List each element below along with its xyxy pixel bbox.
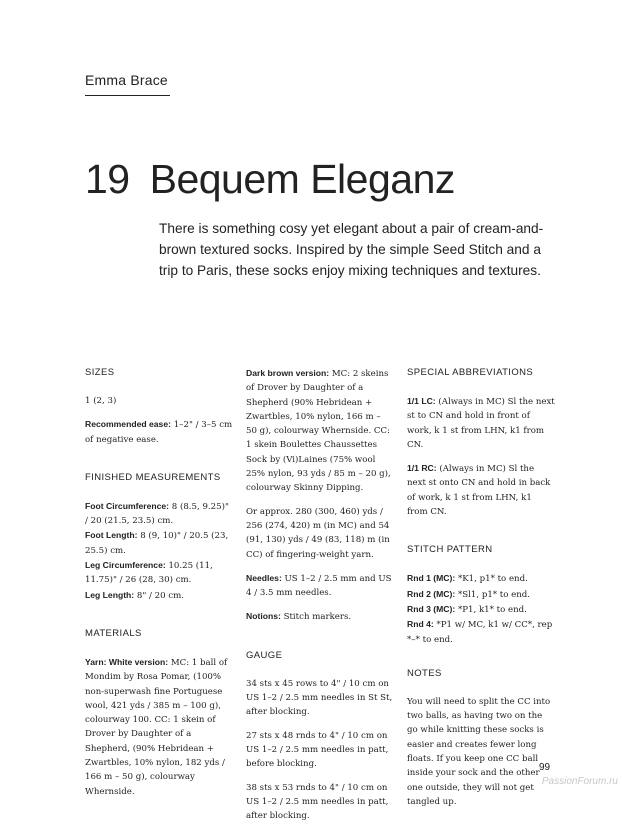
leg-circumference: Leg Circumference: 10.25 (11, 11.75)" / 26 (28, 30) cm.	[85, 560, 213, 586]
gauge-heading: GAUGE	[246, 649, 283, 661]
pattern-number: 19	[85, 156, 130, 202]
foot-circumference: Foot Circumference: 8 (8.5, 9.25)" / 20 (21.5, 23.5) cm.	[85, 500, 229, 527]
abbreviations-heading: SPECIAL ABBREVIATIONS	[407, 367, 534, 378]
needles: Needles: US 1–2 / 2.5 mm and US 4 / 3.5 mm needles.	[246, 572, 392, 599]
notions: Notions: Stitch markers.	[246, 611, 352, 623]
gauge-after-blocking: 38 sts x 53 rnds to 4" / 10 cm on US 1–2 / 2.5 mm needles in patt, after blocking.	[246, 782, 389, 822]
yarn-approx: Or approx. 280 (300, 460) yds / 256 (274, 420) m (in MC) and 54 (91, 130) yds / 49 (83, 118) m (in CC) of fingering-weight yarn.	[246, 506, 390, 560]
round-3: Rnd 3 (MC): *P1, k1* to end.	[407, 603, 527, 615]
intro-paragraph: There is something cosy yet elegant about a pair of cream-and-brown textured socks. Inspired by the simple Seed Stitch and a trip to Paris, these socks enjoy mixing techniques and textures.	[159, 221, 544, 278]
abbr-rc: 1/1 RC: (Always in MC) Sl the next st onto CN and hold in back of work, k 1 st from LHN, k1 from CN.	[407, 463, 551, 518]
gauge-st-st: 34 sts x 45 rows to 4" / 10 cm on US 1–2 / 2.5 mm needles in St St, after blocking.	[246, 678, 393, 718]
column-left	[85, 366, 233, 808]
pattern-name: Bequem Eleganz	[149, 156, 455, 202]
notes-heading: NOTES	[407, 667, 442, 679]
sizes-values: 1 (2, 3)	[85, 396, 117, 406]
foot-length: Foot Length: 8 (9, 10)" / 20.5 (23, 25.5) cm.	[85, 530, 229, 556]
leg-length: Leg Length: 8" / 20 cm.	[85, 589, 185, 601]
round-4: Rnd 4: *P1 w/ MC, k1 w/ CC*, rep *–* to end.	[407, 619, 553, 645]
sizes-heading: SIZES	[85, 367, 115, 378]
author-underline	[85, 95, 170, 96]
gauge-before-blocking: 27 sts x 48 rnds to 4" / 10 cm on US 1–2 / 2.5 mm needles in patt, before blocking.	[246, 730, 389, 770]
page-number: 99	[539, 762, 551, 773]
notes-text: You will need to split the CC into two balls, as having two on the go while knitting these socks is easier and creates fewer long floats. If you keep one CC ball inside your sock and the other one outside, they will not get tangled up.	[407, 696, 551, 807]
yarn-white-version: Yarn: White version: MC: 1 ball of Mondim by Rosa Pomar, (100% non-superwash fine Portuguese wool, 421 yds / 385 m – 100 g), colourway 100. CC: 1 skein of Drover by Daughter of a Shepherd, (90% Hebridean + Zwartbles, 10% nylon, 182 yds / 166 m – 50 g), colourway Whernside.	[85, 656, 228, 797]
round-1: Rnd 1 (MC): *K1, p1* to end.	[407, 573, 528, 585]
page-title	[85, 153, 455, 205]
yarn-dark-version: Dark brown version: MC: 2 skeins of Drover by Daughter of a Shepherd (90% Hebridean + Zwartbles, 10% nylon, 166 m – 50 g), colourway Whernside. CC: 1 skein Boulettes Chaussettes Sock by (Vi)Laines (75% wool 25% nylon, 93 yds / 85 m – 20 g), colourway Skinny Dipping.	[246, 368, 391, 494]
watermark: PassionForum.ru	[541, 776, 618, 787]
stitch-pattern-heading: STITCH PATTERN	[407, 544, 493, 556]
abbr-lc: 1/1 LC: (Always in MC) Sl the next st to CN and hold in front of work, k 1 st from LHN, k1 from CN.	[407, 396, 555, 450]
materials-heading: MATERIALS	[85, 627, 142, 639]
author-name: Emma Brace	[85, 72, 168, 88]
round-2: Rnd 2 (MC): *Sl1, p1* to end.	[407, 588, 531, 600]
finished-measurements-heading: FINISHED MEASUREMENTS	[85, 471, 221, 483]
column-right	[407, 366, 555, 818]
column-middle	[246, 366, 394, 832]
recommended-ease: Recommended ease: 1–2" / 3–5 cm of negative ease.	[85, 419, 233, 445]
